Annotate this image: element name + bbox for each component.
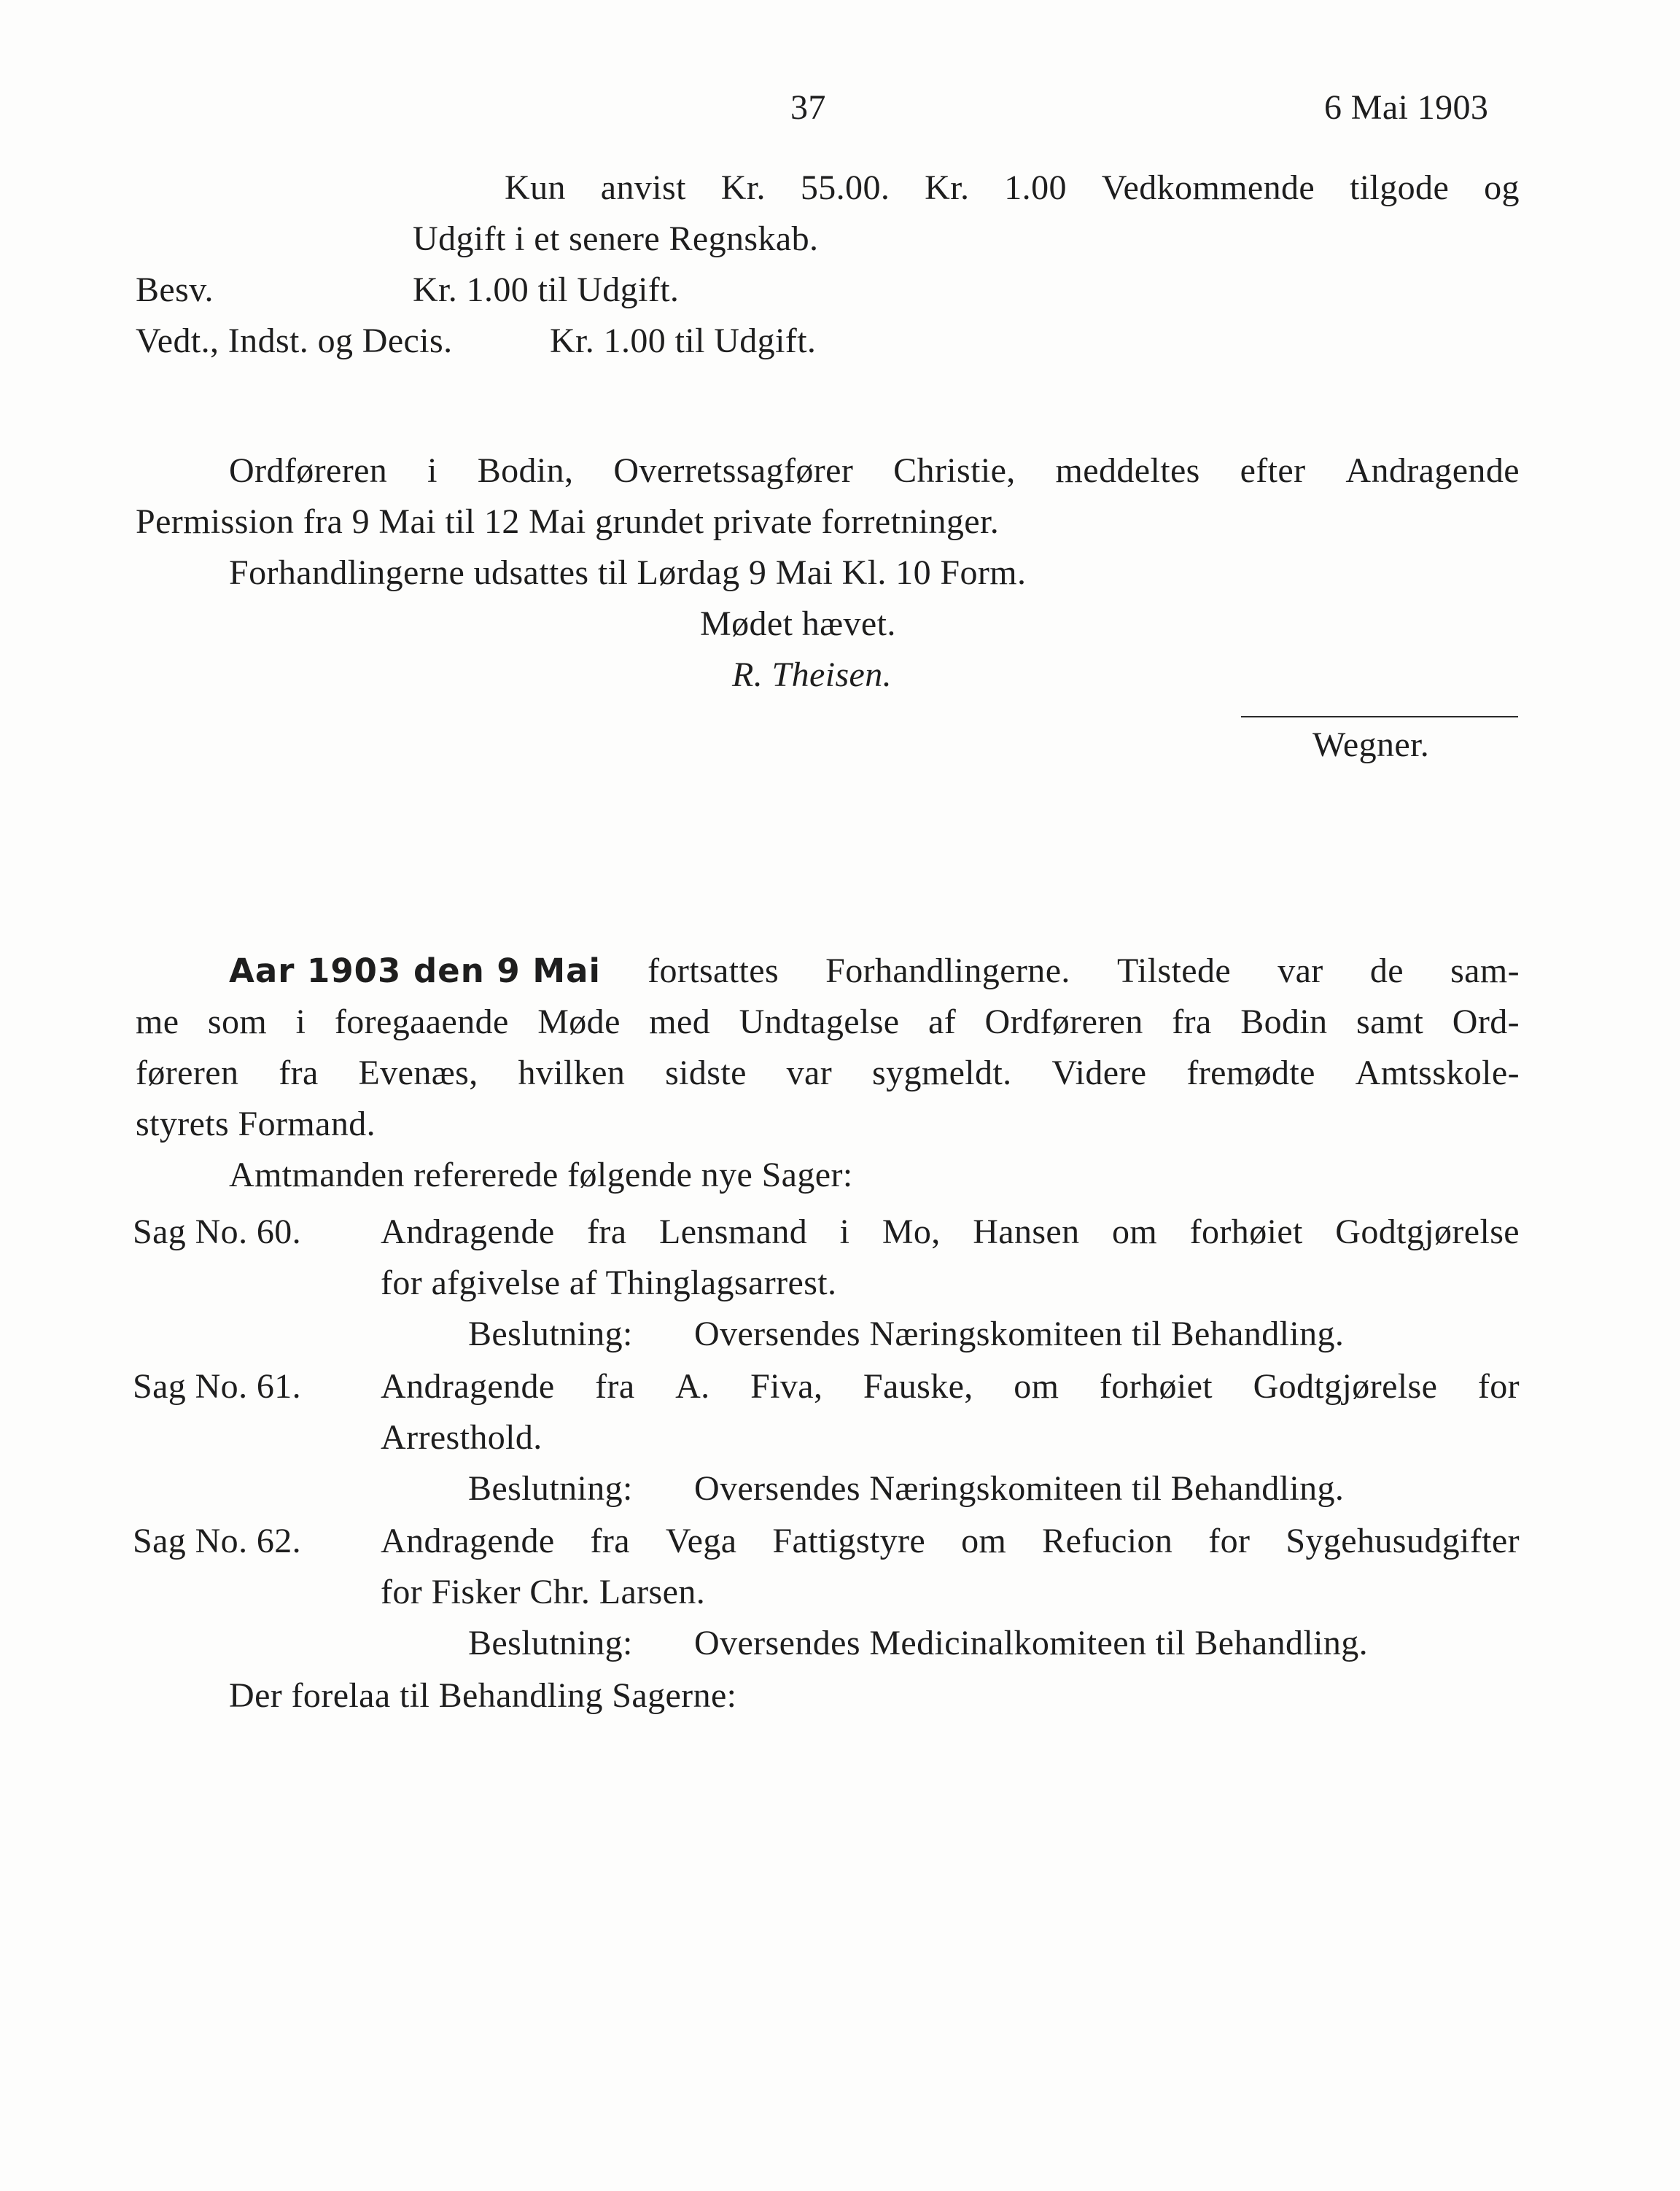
decision-text: Oversendes Medicinalkomiteen til Behandling. bbox=[694, 1624, 1369, 1662]
case-line1: Andragende fra A. Fiva, Fauske, om forhøiet Godtgjørelse for bbox=[381, 1367, 1520, 1406]
case-line1: Andragende fra Lensmand i Mo, Hansen om forhøiet Godtgjørelse bbox=[381, 1213, 1520, 1251]
vedt-label: Vedt., Indst. og Decis. bbox=[136, 322, 453, 360]
case-label: Sag No. 61. bbox=[133, 1367, 302, 1406]
block2-line1: Ordføreren i Bodin, Overretssagfører Christie, meddeltes efter Andragende bbox=[229, 451, 1520, 490]
block2-line3: Forhandlingerne udsattes til Lørdag 9 Mai Kl. 10 Form. bbox=[229, 553, 1027, 592]
cosign-wegner: Wegner. bbox=[1312, 725, 1430, 764]
block2-line2: Permission fra 9 Mai til 12 Mai grundet private forretninger. bbox=[136, 502, 1000, 541]
block3-line1: Aar 1903 den 9 Mai fortsattes Forhandlingerne. Tilstede var de sam- bbox=[229, 949, 1520, 993]
vedt-text: Kr. 1.00 til Udgift. bbox=[550, 322, 817, 360]
section-heading: Aar 1903 den 9 Mai bbox=[229, 951, 601, 990]
meeting-closed: Mødet hævet. bbox=[700, 604, 896, 643]
besv-text: Kr. 1.00 til Udgift. bbox=[413, 271, 680, 309]
page-number: 37 bbox=[790, 88, 826, 127]
case-line1: Andragende fra Vega Fattigstyre om Refucion for Sygehusudgifter bbox=[381, 1522, 1520, 1560]
block3-line4: styrets Formand. bbox=[136, 1105, 376, 1143]
header-date: 6 Mai 1903 bbox=[1324, 88, 1489, 127]
decision-label: Beslutning: bbox=[468, 1315, 633, 1353]
besv-label: Besv. bbox=[136, 271, 214, 309]
case-line2: Arresthold. bbox=[381, 1418, 542, 1457]
block3-line5: Amtmanden refererede følgende nye Sager: bbox=[229, 1156, 853, 1194]
case-label: Sag No. 60. bbox=[133, 1213, 302, 1251]
case-line2: for Fisker Chr. Larsen. bbox=[381, 1573, 706, 1611]
case-label: Sag No. 62. bbox=[133, 1522, 302, 1560]
block3-line2: me som i foregaaende Møde med Undtagelse af Ordføreren fra Bodin samt Ord- bbox=[136, 1003, 1520, 1041]
block3-line3: føreren fra Evenæs, hvilken sidste var sygmeldt. Videre fremødte Amtsskole- bbox=[136, 1054, 1520, 1092]
decision-label: Beslutning: bbox=[468, 1624, 633, 1662]
block1-line1: Kun anvist Kr. 55.00. Kr. 1.00 Vedkommende tilgode og bbox=[505, 168, 1520, 207]
decision-label: Beslutning: bbox=[468, 1469, 633, 1508]
case-line2: for afgivelse af Thinglagsarrest. bbox=[381, 1264, 837, 1302]
signature-rule bbox=[1241, 716, 1518, 717]
block1-line2: Udgift i et senere Regnskab. bbox=[413, 219, 819, 258]
signature-theisen: R. Theisen. bbox=[732, 655, 892, 694]
decision-text: Oversendes Næringskomiteen til Behandling. bbox=[694, 1469, 1345, 1508]
decision-text: Oversendes Næringskomiteen til Behandling. bbox=[694, 1315, 1345, 1353]
closing-line: Der forelaa til Behandling Sagerne: bbox=[229, 1676, 737, 1715]
